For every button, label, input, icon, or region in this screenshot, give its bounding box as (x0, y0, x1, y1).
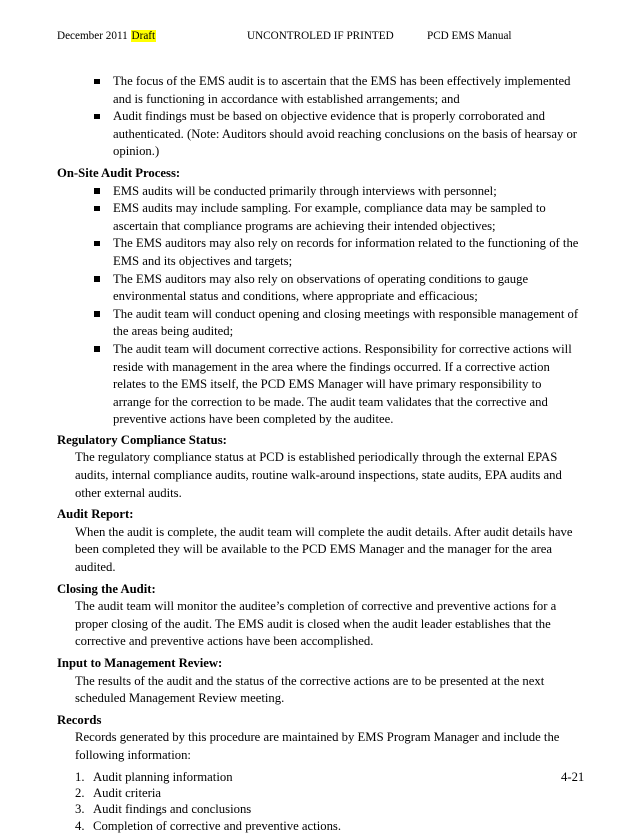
section-records (57, 712, 585, 834)
page-header (57, 27, 577, 45)
bullet-icon (94, 114, 100, 120)
section-paragraph: Records generated by this procedure are maintained by EMS Program Manager and include the following information: (75, 730, 560, 762)
list-item (75, 769, 585, 785)
bullet-icon (94, 188, 100, 194)
bullet-icon (94, 311, 100, 317)
list-item (94, 235, 582, 270)
bullet-icon (94, 241, 100, 247)
list-item (94, 341, 582, 429)
section-onsite-audit (57, 165, 582, 429)
list-item (94, 200, 582, 235)
list-number: 1. (75, 769, 85, 784)
header-date (57, 27, 156, 45)
section-heading: On-Site Audit Process: (57, 165, 181, 180)
list-item (75, 801, 582, 817)
section-paragraph: When the audit is complete, the audit team will complete the audit details. After audit details have been completed they will be available to the PCD EMS Manager and the manager for the area audited. (75, 524, 573, 575)
section-heading: Records (57, 712, 102, 727)
section-regulatory-compliance (57, 432, 582, 502)
bullet-text: EMS audits will be conducted primarily through interviews with personnel; (113, 183, 497, 198)
bullet-icon (94, 346, 100, 352)
section-heading: Audit Report: (57, 507, 134, 522)
section-paragraph: The regulatory compliance status at PCD is established periodically through the external EPAS audits, internal compliance audits, routine walk-around inspections, state audits, EPA audits and other external audits. (75, 450, 562, 500)
section-paragraph: The audit team will monitor the auditee’s completion of corrective and preventive actions for a proper closing of the audit. The EMS audit is closed when the audit leader establishes that the corrective and preventive actions have been accomplished. (75, 599, 557, 649)
header-date-text: December 2011 (57, 30, 128, 42)
header-manual-title: PCD EMS Manual (427, 30, 512, 42)
list-number: 4. (75, 818, 85, 833)
document-body (57, 73, 585, 834)
onsite-bullet-list (57, 183, 582, 429)
list-number: 2. (75, 785, 85, 800)
header-uncontrolled-notice: UNCONTROLED IF PRINTED (247, 30, 394, 42)
bullet-icon (94, 206, 100, 212)
section-closing-audit (57, 581, 582, 651)
list-number: 3. (75, 802, 85, 817)
page-number: 4-21 (561, 770, 585, 784)
records-numbered-list (57, 769, 585, 834)
bullet-text: Audit findings must be based on objective evidence that is properly corroborated and authenticated. (Note: Auditors should avoid reaching conclusions on the basis of hearsay or opinion.) (113, 109, 578, 159)
list-item (94, 183, 582, 201)
list-item (94, 271, 582, 306)
bullet-text: The EMS auditors may also rely on observations of operating conditions to gauge environmental status and conditions, where appropriate and efficacious; (113, 271, 529, 304)
list-item (94, 73, 582, 108)
list-item-text: Completion of corrective and preventive actions. (93, 818, 342, 833)
section-audit-report (57, 506, 582, 576)
draft-highlight: Draft (131, 30, 156, 42)
section-heading: Closing the Audit: (57, 581, 156, 596)
bullet-text: The EMS auditors may also rely on records for information related to the functioning of the EMS and its objectives and targets; (113, 236, 579, 268)
intro-bullet-list (57, 73, 582, 161)
section-management-review (57, 655, 582, 708)
bullet-text: The focus of the EMS audit is to ascertain that the EMS has been effectively implemented and is functioning in accordance with established arrangements; and (113, 74, 571, 106)
bullet-text: The audit team will document corrective actions. Responsibility for corrective actions will reside with management in the area where the findings occurred. If a corrective action relates to the EMS itself, the PCD EMS Manager will have primary responsibility to arrange for the correction to be made. The audit team validates that the corrective and preventive actions have been completed by the auditee. (113, 341, 572, 427)
section-heading: Regulatory Compliance Status: (57, 432, 227, 447)
list-item (75, 785, 582, 801)
list-item-text: Audit planning information (93, 769, 233, 784)
list-item (94, 108, 582, 161)
bullet-icon (94, 276, 100, 282)
bullet-text: EMS audits may include sampling. For example, compliance data may be sampled to ascertain that compliance programs are achieving their intended objectives; (113, 201, 546, 233)
list-item-text: Audit criteria (93, 785, 161, 800)
bullet-icon (94, 79, 100, 85)
bullet-text: The audit team will conduct opening and closing meetings with responsible management of the areas being audited; (113, 306, 579, 339)
list-item (94, 306, 582, 341)
section-heading: Input to Management Review: (57, 656, 223, 670)
list-item-text: Audit findings and conclusions (93, 802, 252, 817)
section-paragraph: The results of the audit and the status of the corrective actions are to be presented at the next scheduled Management Review meeting. (75, 673, 545, 706)
